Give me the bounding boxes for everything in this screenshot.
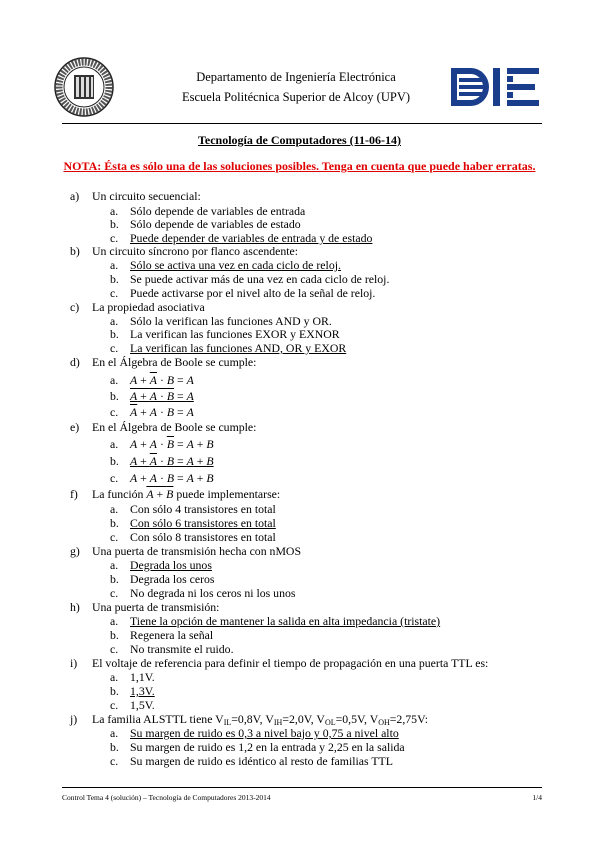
upv-seal-logo [54,57,114,117]
footer-left-text: Control Tema 4 (solución) – Tecnología de Computadores 2013-2014 [62,793,271,802]
option: a. Con sólo 4 transistores en total [110,502,276,516]
question-g: g) Una puerta de transmisión hecha con nMOS [70,544,302,558]
footer [62,793,542,802]
option-correct: c. La verifican las funciones AND, OR y EXOR [110,341,347,355]
option-correct: b. Con sólo 6 transistores en total [110,516,276,530]
formula-option: c. A + A · B = A + B [110,471,214,485]
question-h: h) Una puerta de transmisión: [70,600,220,614]
option-correct: a. Su margen de ruido es 0,3 a nivel bajo y 0,75 a nivel alto [110,726,399,740]
question-a: a) Un circuito secuencial: [70,189,201,203]
formula-option: a. $A + \overline{A} \cdot B = A$ [110,373,194,387]
option-correct: a. Tiene la opción de mantener la salida en alta impedancia (tristate) [110,614,441,628]
option: c. No transmite el ruido. [110,642,234,656]
option: c. Con sólo 8 transistores en total [110,530,276,544]
option-correct: b. 1,3V. [110,684,155,698]
question-i: i) El voltaje de referencia para definir el tiempo de propagación en una puerta TTL es: [70,656,489,670]
option: b. La verifican las funciones EXOR y EXNOR [110,327,340,341]
option: b. Degrada los ceros [110,572,215,586]
die-logo [449,66,541,108]
option: a. Sólo la verifican las funciones AND y OR. [110,314,332,328]
nota-warning: NOTA: Ésta es sólo una de las soluciones posibles. Tenga en cuenta que puede haber erratas. [63,159,536,173]
option: b. Regenera la señal [110,628,214,642]
question-c: c) La propiedad asociativa [70,300,205,314]
option: c. 1,5V. [110,698,155,712]
header-divider [62,123,542,124]
option: b. Se puede activar más de una vez en cada ciclo de reloj. [110,272,390,286]
header-text [120,67,472,107]
option: c. Puede activarse por el nivel alto de la señal de reloj. [110,286,376,300]
question-e: e) En el Álgebra de Boole se cumple: [70,420,257,434]
option: b. Sólo depende de variables de estado [110,217,301,231]
option-correct: a. Degrada los unos [110,558,212,572]
option: a. Sólo depende de variables de entrada [110,204,306,218]
option: c. Su margen de ruido es idéntico al resto de familias TTL [110,754,393,768]
question-j: j) La familia ALSTTL tiene $V_{IL}=0,8V$, $V_{IH}=2,0V$, $V_{OL}=0,5V$, $V_{OH}=2,75V$: [70,712,428,727]
option: c. No degrada ni los ceros ni los unos [110,586,296,600]
formula-option-correct: b. A + A · B = A [110,389,194,403]
department-name: Departamento de Ingeniería Electrónica [196,70,396,84]
question-d: d) En el Álgebra de Boole se cumple: [70,355,257,369]
footer-divider [62,787,542,788]
option-correct: a. Sólo se activa una vez en cada ciclo de reloj. [110,258,341,272]
option: b. Su margen de ruido es 1,2 en la entrada y 2,25 en la salida [110,740,405,754]
question-f: f) La función A + B puede implementarse: [70,487,281,501]
option-correct: c. Puede depender de variables de entrada y de estado [110,231,373,245]
school-name: Escuela Politécnica Superior de Alcoy (UPV) [181,90,411,104]
formula-option: c. $\overline{A} + A \cdot B = A$ [110,405,194,419]
exam-title: Tecnología de Computadores (11-06-14) [197,133,401,147]
formula-option-correct: b. A + A · B = A + B [110,454,214,468]
formula-option: a. $A + A \cdot \overline{B} = A + B$ [110,437,214,451]
question-b: b) Un circuito síncrono por flanco ascendente: [70,244,299,258]
page-number: 1/4 [532,793,542,802]
option: a. 1,1V. [110,670,155,684]
